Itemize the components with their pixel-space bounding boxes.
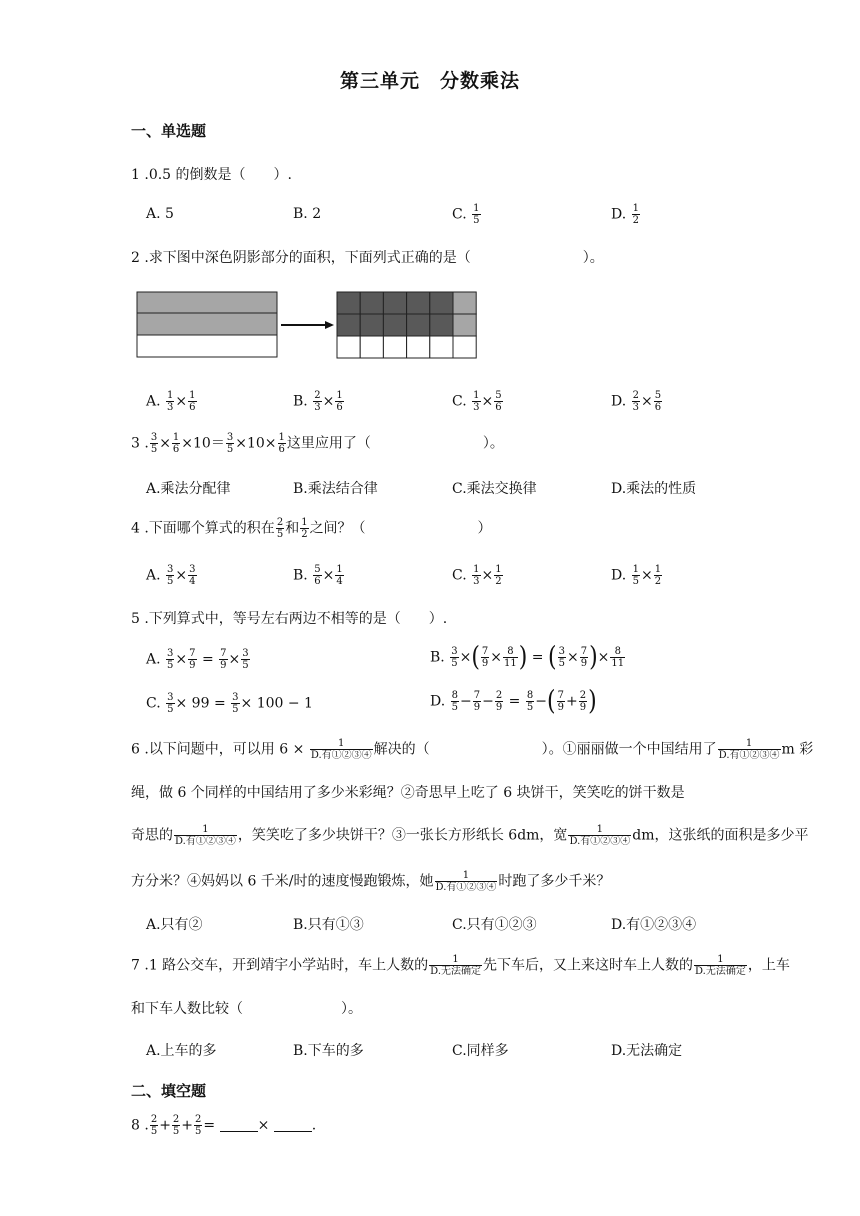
q6-option-d: D.有①②③④ bbox=[611, 917, 697, 933]
right-grid bbox=[337, 292, 476, 358]
arrow-icon bbox=[281, 321, 334, 329]
q2-options bbox=[146, 390, 746, 420]
question-text: 这里应用了（ ）。 bbox=[286, 435, 504, 452]
grid-cell bbox=[383, 336, 406, 358]
q1-option-d: D. $\frac{1}{2}$ bbox=[611, 203, 640, 226]
fraction: $\frac{1}{5}$ bbox=[473, 203, 480, 226]
grid-cell bbox=[383, 314, 406, 336]
grid-cell bbox=[430, 336, 453, 358]
grid-cell bbox=[337, 292, 360, 314]
left-rectangle bbox=[137, 292, 277, 357]
q3-option-d: D.乘法的性质 bbox=[611, 481, 697, 497]
q5-option-b: B. $\frac{3}{5}$ ×( $\frac{7}{9}$ × $\frac{8}{11}$ ) = ( $\frac{3}{5}$ × $\frac{7}{9}$ )× $\frac{8}{11}$ bbox=[430, 641, 625, 673]
grid-cell bbox=[407, 314, 430, 336]
section-heading-fill-blank: 二、填空题 bbox=[131, 1082, 207, 1100]
q4-option-a: A. $\frac{3}{5}$ × $\frac{3}{4}$ bbox=[146, 564, 196, 587]
q2-option-b: B. $\frac{2}{3}$ × $\frac{1}{6}$ bbox=[293, 390, 343, 413]
q6-option-a: A.只有② bbox=[146, 917, 203, 933]
q3-option-a: A.乘法分配律 bbox=[146, 481, 231, 497]
q5-option-d: D. $\frac{8}{5}$ − $\frac{7}{9}$ − $\frac{2}{9}$ = $\frac{8}{5}$ −( $\frac{7}{9}$ + $\frac{2}{9}$ ) bbox=[430, 685, 597, 717]
grid-cell bbox=[430, 292, 453, 314]
question-text: 下列算式中，等号左右两边不相等的是（ ）. bbox=[148, 611, 448, 627]
grid-cell bbox=[360, 336, 383, 358]
question-6-line-2: 绳，做 6 个同样的中国结用了多少米彩绳？②奇思早上吃了 6 块饼干，笑笑吃的饼干数是 bbox=[131, 785, 685, 801]
shaded-area-figure bbox=[136, 291, 480, 359]
question-6-line-3: 奇思的 $\frac{1}{\text{D.有①②③④}}$ ，笑笑吃了多少块饼干？③一张长方形纸长 6dm，宽 $\frac{1}{\text{D.有①②③④}}$ dm，这张纸的面积是多少平 bbox=[131, 824, 809, 847]
question-4: 4 .下面哪个算式的积在 $\frac{2}{5}$ 和 $\frac{1}{2}$ 之间？（ ） bbox=[131, 517, 492, 540]
question-7: 7 .1 路公交车，开到靖宇小学站时，车上人数的 $\frac{1}{\text{D.无法确定}}$ 先下车后，又上来这时车上人数的 $\frac{1}{\text{D.无法确定}}$ ，上车 bbox=[131, 954, 790, 977]
answer-blank-2[interactable] bbox=[274, 1117, 312, 1132]
q6-option-c: C.只有①②③ bbox=[452, 917, 537, 933]
answer-blank-1[interactable] bbox=[220, 1117, 258, 1132]
q4-option-d: D. $\frac{1}{5}$ × $\frac{1}{2}$ bbox=[611, 564, 662, 587]
question-5: 5 .下列算式中，等号左右两边不相等的是（ ）. bbox=[131, 611, 448, 627]
q7-option-a: A.上车的多 bbox=[146, 1043, 217, 1059]
q2-option-c: C. $\frac{1}{3}$ × $\frac{5}{6}$ bbox=[452, 390, 502, 413]
question-6: 6 .以下问题中，可以用 6 × $\frac{1}{\text{D.有①②③④}}$ 解决的（ ）。①丽丽做一个中国结用了 $\frac{1}{\text{D.有①②③④}}$ m 彩 bbox=[131, 738, 814, 761]
grid-cell bbox=[453, 314, 476, 336]
grid-cell bbox=[407, 336, 430, 358]
q5-option-c: C. $\frac{3}{5}$ × 99 = $\frac{3}{5}$ × 100 − 1 bbox=[146, 692, 313, 715]
q3-option-c: C.乘法交换律 bbox=[452, 481, 537, 497]
question-text: 求下图中深色阴影部分的面积，下面列式正确的是（ ）。 bbox=[148, 250, 604, 266]
question-text: 0.5 的倒数是（ ）. bbox=[148, 167, 292, 183]
question-number: 1 . bbox=[131, 167, 149, 183]
q4-option-b: B. $\frac{5}{6}$ × $\frac{1}{4}$ bbox=[293, 564, 343, 587]
grid-cell bbox=[383, 292, 406, 314]
q4-option-c: C. $\frac{1}{3}$ × $\frac{1}{2}$ bbox=[452, 564, 502, 587]
grid-cell bbox=[453, 292, 476, 314]
fraction: $\frac{1}{2}$ bbox=[632, 203, 640, 226]
q7-option-c: C.同样多 bbox=[452, 1043, 509, 1059]
grid-cell bbox=[360, 292, 383, 314]
grid-cell bbox=[337, 314, 360, 336]
question-6-line-4: 方分米？④妈妈以 6 千米/时的速度慢跑锻炼，她 $\frac{1}{\text{D.有①②③④}}$ 时跑了多少千米？ bbox=[131, 870, 611, 893]
section-heading-single-choice: 一、单选题 bbox=[131, 122, 207, 140]
grid-cell bbox=[337, 336, 360, 358]
question-8: 8 . $\frac{2}{5}$ + $\frac{2}{5}$ + $\frac{2}{5}$ = × . bbox=[131, 1114, 317, 1137]
q3-option-b: B.乘法结合律 bbox=[293, 481, 378, 497]
q6-option-b: B.只有①③ bbox=[293, 917, 364, 933]
q2-option-d: D. $\frac{2}{3}$ × $\frac{5}{6}$ bbox=[611, 390, 662, 413]
question-2: 2 .求下图中深色阴影部分的面积，下面列式正确的是（ ）。 bbox=[131, 250, 604, 266]
grid-cell bbox=[430, 314, 453, 336]
q2-option-a: A. $\frac{1}{3}$ × $\frac{1}{6}$ bbox=[146, 390, 196, 413]
grid-cell bbox=[453, 336, 476, 358]
q1-option-c: C. $\frac{1}{5}$ bbox=[452, 203, 480, 226]
grid-cell bbox=[407, 292, 430, 314]
q7-option-b: B.下车的多 bbox=[293, 1043, 364, 1059]
q1-option-b: B. 2 bbox=[293, 206, 322, 222]
question-1 bbox=[131, 164, 292, 184]
question-7-line-2: 和下车人数比较（ ）。 bbox=[131, 1001, 362, 1017]
grid-cell bbox=[360, 314, 383, 336]
q1-option-a: A. 5 bbox=[146, 206, 174, 222]
q5-option-a: A. $\frac{3}{5}$ × $\frac{7}{9}$ = $\frac{7}{9}$ × $\frac{3}{5}$ bbox=[146, 648, 249, 671]
page-title: 第三单元 分数乘法 bbox=[339, 70, 520, 92]
q4-options bbox=[146, 564, 746, 594]
question-3: 3 . $\frac{3}{5}$ × $\frac{1}{6}$ ×10＝ $\frac{3}{5}$ ×10× $\frac{1}{6}$ 这里应用了（ ）。 bbox=[131, 432, 504, 455]
q7-option-d: D.无法确定 bbox=[611, 1043, 683, 1059]
